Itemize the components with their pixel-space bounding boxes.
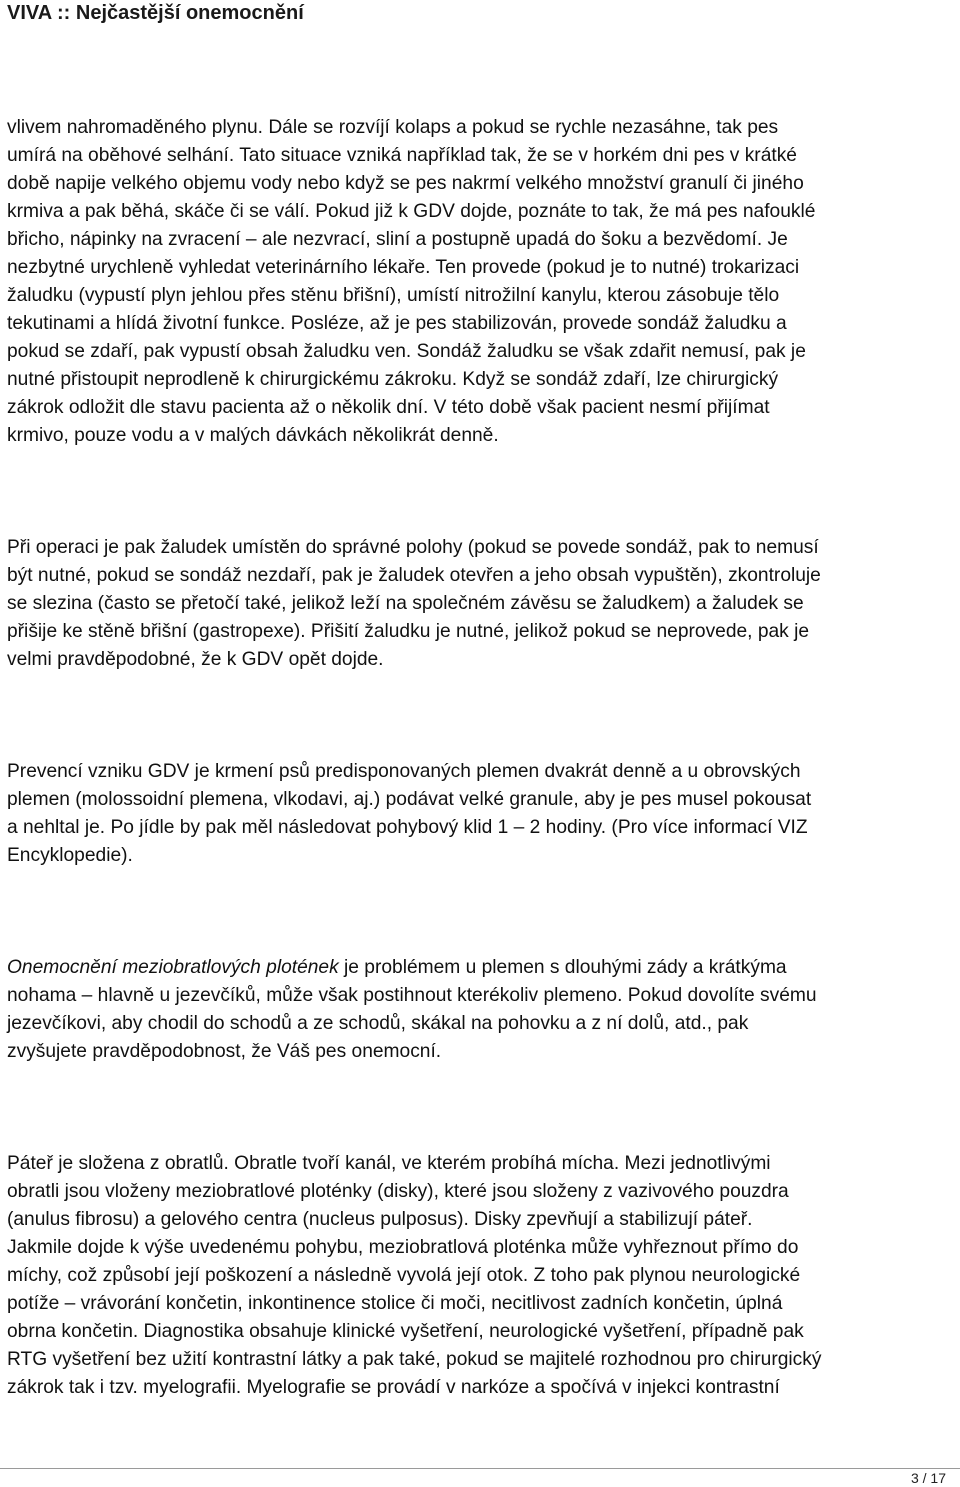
- paragraph-intervertebral-disc: [7, 954, 955, 1066]
- paragraph-gdv-collapse: [7, 114, 955, 450]
- paragraph-line: krmiva a pak běhá, skáče či se válí. Pokud již k GDV dojde, poznáte to tak, že má pes nafouklé: [7, 201, 816, 222]
- paragraph-line: zvyšujete pravděpodobnost, že Váš pes onemocní.: [7, 1041, 442, 1062]
- paragraph-surgery: [7, 534, 955, 674]
- paragraph-line: břicho, nápinky na zvracení – ale nezvrací, sliní a postupně upadá do šoku a bezvědomí. Je: [7, 229, 788, 250]
- paragraph-line: vlivem nahromaděného plynu. Dále se rozvíjí kolaps a pokud se rychle nezasáhne, tak pes: [7, 117, 779, 138]
- paragraph-line: době napije velkého objemu vody nebo když se pes nakrmí velkého množství granulí či jiného: [7, 173, 804, 194]
- paragraph-line: obrna končetin. Diagnostika obsahuje klinické vyšetření, neurologické vyšetření, případně pak: [7, 1321, 804, 1342]
- paragraph-line: a nehltal je. Po jídle by pak měl následovat pohybový klid 1 – 2 hodiny. (Pro více informací VIZ: [7, 817, 808, 838]
- paragraph-line: tekutinami a hlídá životní funkce. Posléze, až je pes stabilizován, provede sondáž žaludku a: [7, 313, 787, 334]
- paragraph-first-line: [7, 954, 955, 982]
- paragraph-line: zákrok tak i tzv. myelografii. Myelografie se provádí v narkóze a spočívá v injekci kontrastní: [7, 1377, 780, 1398]
- paragraph-line: jezevčíkovi, aby chodil do schodů a ze schodů, skákal na pohovku a z ní dolů, atd., pak: [7, 1013, 749, 1034]
- paragraph-line: žaludku (vypustí plyn jehlou přes stěnu břišní), umístí nitrožilní kanylu, kterou zásobuje tělo: [7, 285, 780, 306]
- paragraph-line: nutné přistoupit neprodleně k chirurgickému zákroku. Když se sondáž zdaří, lze chirurgický: [7, 369, 779, 390]
- paragraph-line: pokud se zdaří, pak vypustí obsah žaludku ven. Sondáž žaludku se však zdařit nemusí, pak je: [7, 341, 806, 362]
- paragraph-line: (anulus fibrosu) a gelového centra (nucleus pulposus). Disky zpevňují a stabilizují páteř.: [7, 1209, 753, 1230]
- paragraph-spine-anatomy: [7, 1150, 955, 1402]
- paragraph-line: plemen (molossoidní plemena, vlkodavi, aj.) podávat velké granule, aby je pes musel pokousat: [7, 789, 812, 810]
- document-header-title: VIVA :: Nejčastější onemocnění: [7, 2, 304, 24]
- paragraph-line: velmi pravděpodobné, že k GDV opět dojde.: [7, 649, 384, 670]
- paragraph-line: nohama – hlavně u jezevčíků, může však postihnout kterékoliv plemeno. Pokud dovolíte svému: [7, 985, 817, 1006]
- page-number: 3 / 17: [910, 1470, 946, 1486]
- paragraph-line: RTG vyšetření bez užití kontrastní látky a pak také, pokud se majitelé rozhodnou pro chirurgický: [7, 1349, 822, 1370]
- paragraph-line: umírá na oběhové selhání. Tato situace vzniká například tak, že se v horkém dni pes v krátké: [7, 145, 797, 166]
- footer-divider: [0, 1468, 960, 1469]
- paragraph-line: zákrok odložit dle stavu pacienta až o několik dní. V této době však pacient nesmí přijímat: [7, 397, 770, 418]
- first-line-rest: je problémem u plemen s dlouhými zády a krátkýma: [338, 957, 787, 978]
- paragraph-line: přišije ke stěně břišní (gastropexe). Přišití žaludku je nutné, jelikož pokud se neprovede, pak je: [7, 621, 810, 642]
- paragraph-line: obratli jsou vloženy meziobratlové ploténky (disky), které jsou složeny z vazivového pouzdra: [7, 1181, 789, 1202]
- paragraph-line: Páteř je složena z obratlů. Obratle tvoří kanál, ve kterém probíhá mícha. Mezi jednotlivými: [7, 1153, 771, 1174]
- paragraph-line: se slezina (často se přetočí také, jelikož leží na společném závěsu se žaludkem) a žaludek se: [7, 593, 804, 614]
- paragraph-line: Jakmile dojde k výše uvedenému pohybu, meziobratlová ploténka může vyhřeznout přímo do: [7, 1237, 799, 1258]
- paragraph-line: Encyklopedie).: [7, 845, 133, 866]
- paragraph-line: potíže – vrávorání končetin, inkontinence stolice či moči, necitlivost zadních končetin, úplná: [7, 1293, 783, 1314]
- paragraph-line: nezbytné urychleně vyhledat veterinárního lékaře. Ten provede (pokud je to nutné) trokarizaci: [7, 257, 800, 278]
- paragraph-line: Při operaci je pak žaludek umístěn do správné polohy (pokud se povede sondáž, pak to nemusí: [7, 537, 819, 558]
- paragraph-line: míchy, což způsobí její poškození a následně vyvolá její otok. Z toho pak plynou neurologické: [7, 1265, 801, 1286]
- paragraph-line: krmivo, pouze vodu a v malých dávkách několikrát denně.: [7, 425, 499, 446]
- paragraph-prevention: [7, 758, 955, 870]
- paragraph-line: Prevencí vzniku GDV je krmení psů predisponovaných plemen dvakrát denně a u obrovských: [7, 761, 801, 782]
- paragraph-line: být nutné, pokud se sondáž nezdaří, pak je žaludek otevřen a jeho obsah vypuštěn), zkontroluje: [7, 565, 821, 586]
- italic-lead-text: Onemocnění meziobratlových plotének: [7, 957, 339, 978]
